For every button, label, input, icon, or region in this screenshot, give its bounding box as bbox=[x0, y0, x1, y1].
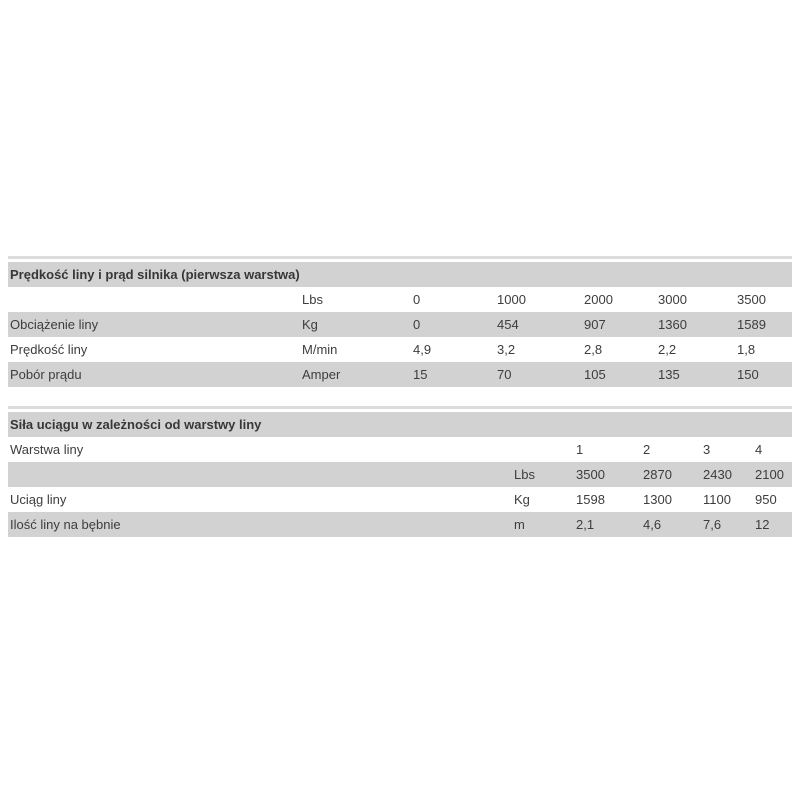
unit-cell: Amper bbox=[302, 367, 341, 382]
value-cell: 7,6 bbox=[703, 517, 722, 532]
value-cell: 1,8 bbox=[737, 342, 756, 357]
table-row bbox=[8, 362, 792, 387]
unit-cell: Lbs bbox=[302, 292, 323, 307]
value-cell: 12 bbox=[755, 517, 770, 532]
value-cell: 2,8 bbox=[584, 342, 603, 357]
unit-cell: m bbox=[514, 517, 525, 532]
row-label: Ilość liny na bębnie bbox=[10, 517, 121, 532]
value-cell: 15 bbox=[413, 367, 428, 382]
value-cell: 4 bbox=[755, 442, 763, 457]
value-cell: 1589 bbox=[737, 317, 766, 332]
unit-cell bbox=[514, 437, 576, 462]
table-row bbox=[8, 512, 792, 537]
row-label bbox=[10, 462, 514, 487]
value-cell: 2000 bbox=[584, 292, 613, 307]
value-cell: 907 bbox=[584, 317, 606, 332]
table-rope-speed-current bbox=[8, 256, 792, 387]
table-row bbox=[8, 287, 792, 312]
value-cell: 2,2 bbox=[658, 342, 677, 357]
value-cell: 1300 bbox=[643, 492, 672, 507]
value-cell: 2870 bbox=[643, 467, 672, 482]
unit-cell: Kg bbox=[514, 492, 530, 507]
table-row bbox=[8, 487, 792, 512]
table-top-divider bbox=[8, 256, 792, 259]
value-cell: 2100 bbox=[755, 467, 784, 482]
table-title: Prędkość liny i prąd silnika (pierwsza warstwa) bbox=[8, 262, 792, 287]
unit-cell: M/min bbox=[302, 342, 338, 357]
row-label: Prędkość liny bbox=[10, 342, 88, 357]
table-row bbox=[8, 437, 792, 462]
table-row bbox=[8, 337, 792, 362]
value-cell: 150 bbox=[737, 367, 759, 382]
value-cell: 1360 bbox=[658, 317, 687, 332]
table-title: Siła uciągu w zależności od warstwy liny bbox=[8, 412, 792, 437]
value-cell: 4,6 bbox=[643, 517, 662, 532]
value-cell: 3500 bbox=[737, 292, 766, 307]
value-cell: 454 bbox=[497, 317, 519, 332]
unit-cell: Kg bbox=[302, 317, 318, 332]
value-cell: 2430 bbox=[703, 467, 732, 482]
value-cell: 70 bbox=[497, 367, 512, 382]
table-pull-force-layers bbox=[8, 406, 792, 537]
row-label: Uciąg liny bbox=[10, 492, 67, 507]
value-cell: 2,1 bbox=[576, 517, 595, 532]
value-cell: 1000 bbox=[497, 292, 526, 307]
value-cell: 1100 bbox=[703, 492, 731, 507]
value-cell: 4,9 bbox=[413, 342, 432, 357]
value-cell: 3500 bbox=[576, 467, 605, 482]
table-row bbox=[8, 312, 792, 337]
table-row bbox=[8, 462, 792, 487]
value-cell: 2 bbox=[643, 442, 651, 457]
value-cell: 0 bbox=[413, 292, 421, 307]
value-cell: 3000 bbox=[658, 292, 687, 307]
value-cell: 1598 bbox=[576, 492, 605, 507]
row-label: Obciążenie liny bbox=[10, 317, 99, 332]
value-cell: 1 bbox=[576, 442, 584, 457]
row-label: Pobór prądu bbox=[10, 367, 82, 382]
value-cell: 135 bbox=[658, 367, 680, 382]
unit-cell: Lbs bbox=[514, 467, 535, 482]
value-cell: 105 bbox=[584, 367, 606, 382]
value-cell: 950 bbox=[755, 492, 777, 507]
value-cell: 3 bbox=[703, 442, 711, 457]
row-label bbox=[10, 287, 302, 312]
value-cell: 0 bbox=[413, 317, 421, 332]
table-top-divider bbox=[8, 406, 792, 409]
row-label: Warstwa liny bbox=[10, 442, 84, 457]
value-cell: 3,2 bbox=[497, 342, 516, 357]
